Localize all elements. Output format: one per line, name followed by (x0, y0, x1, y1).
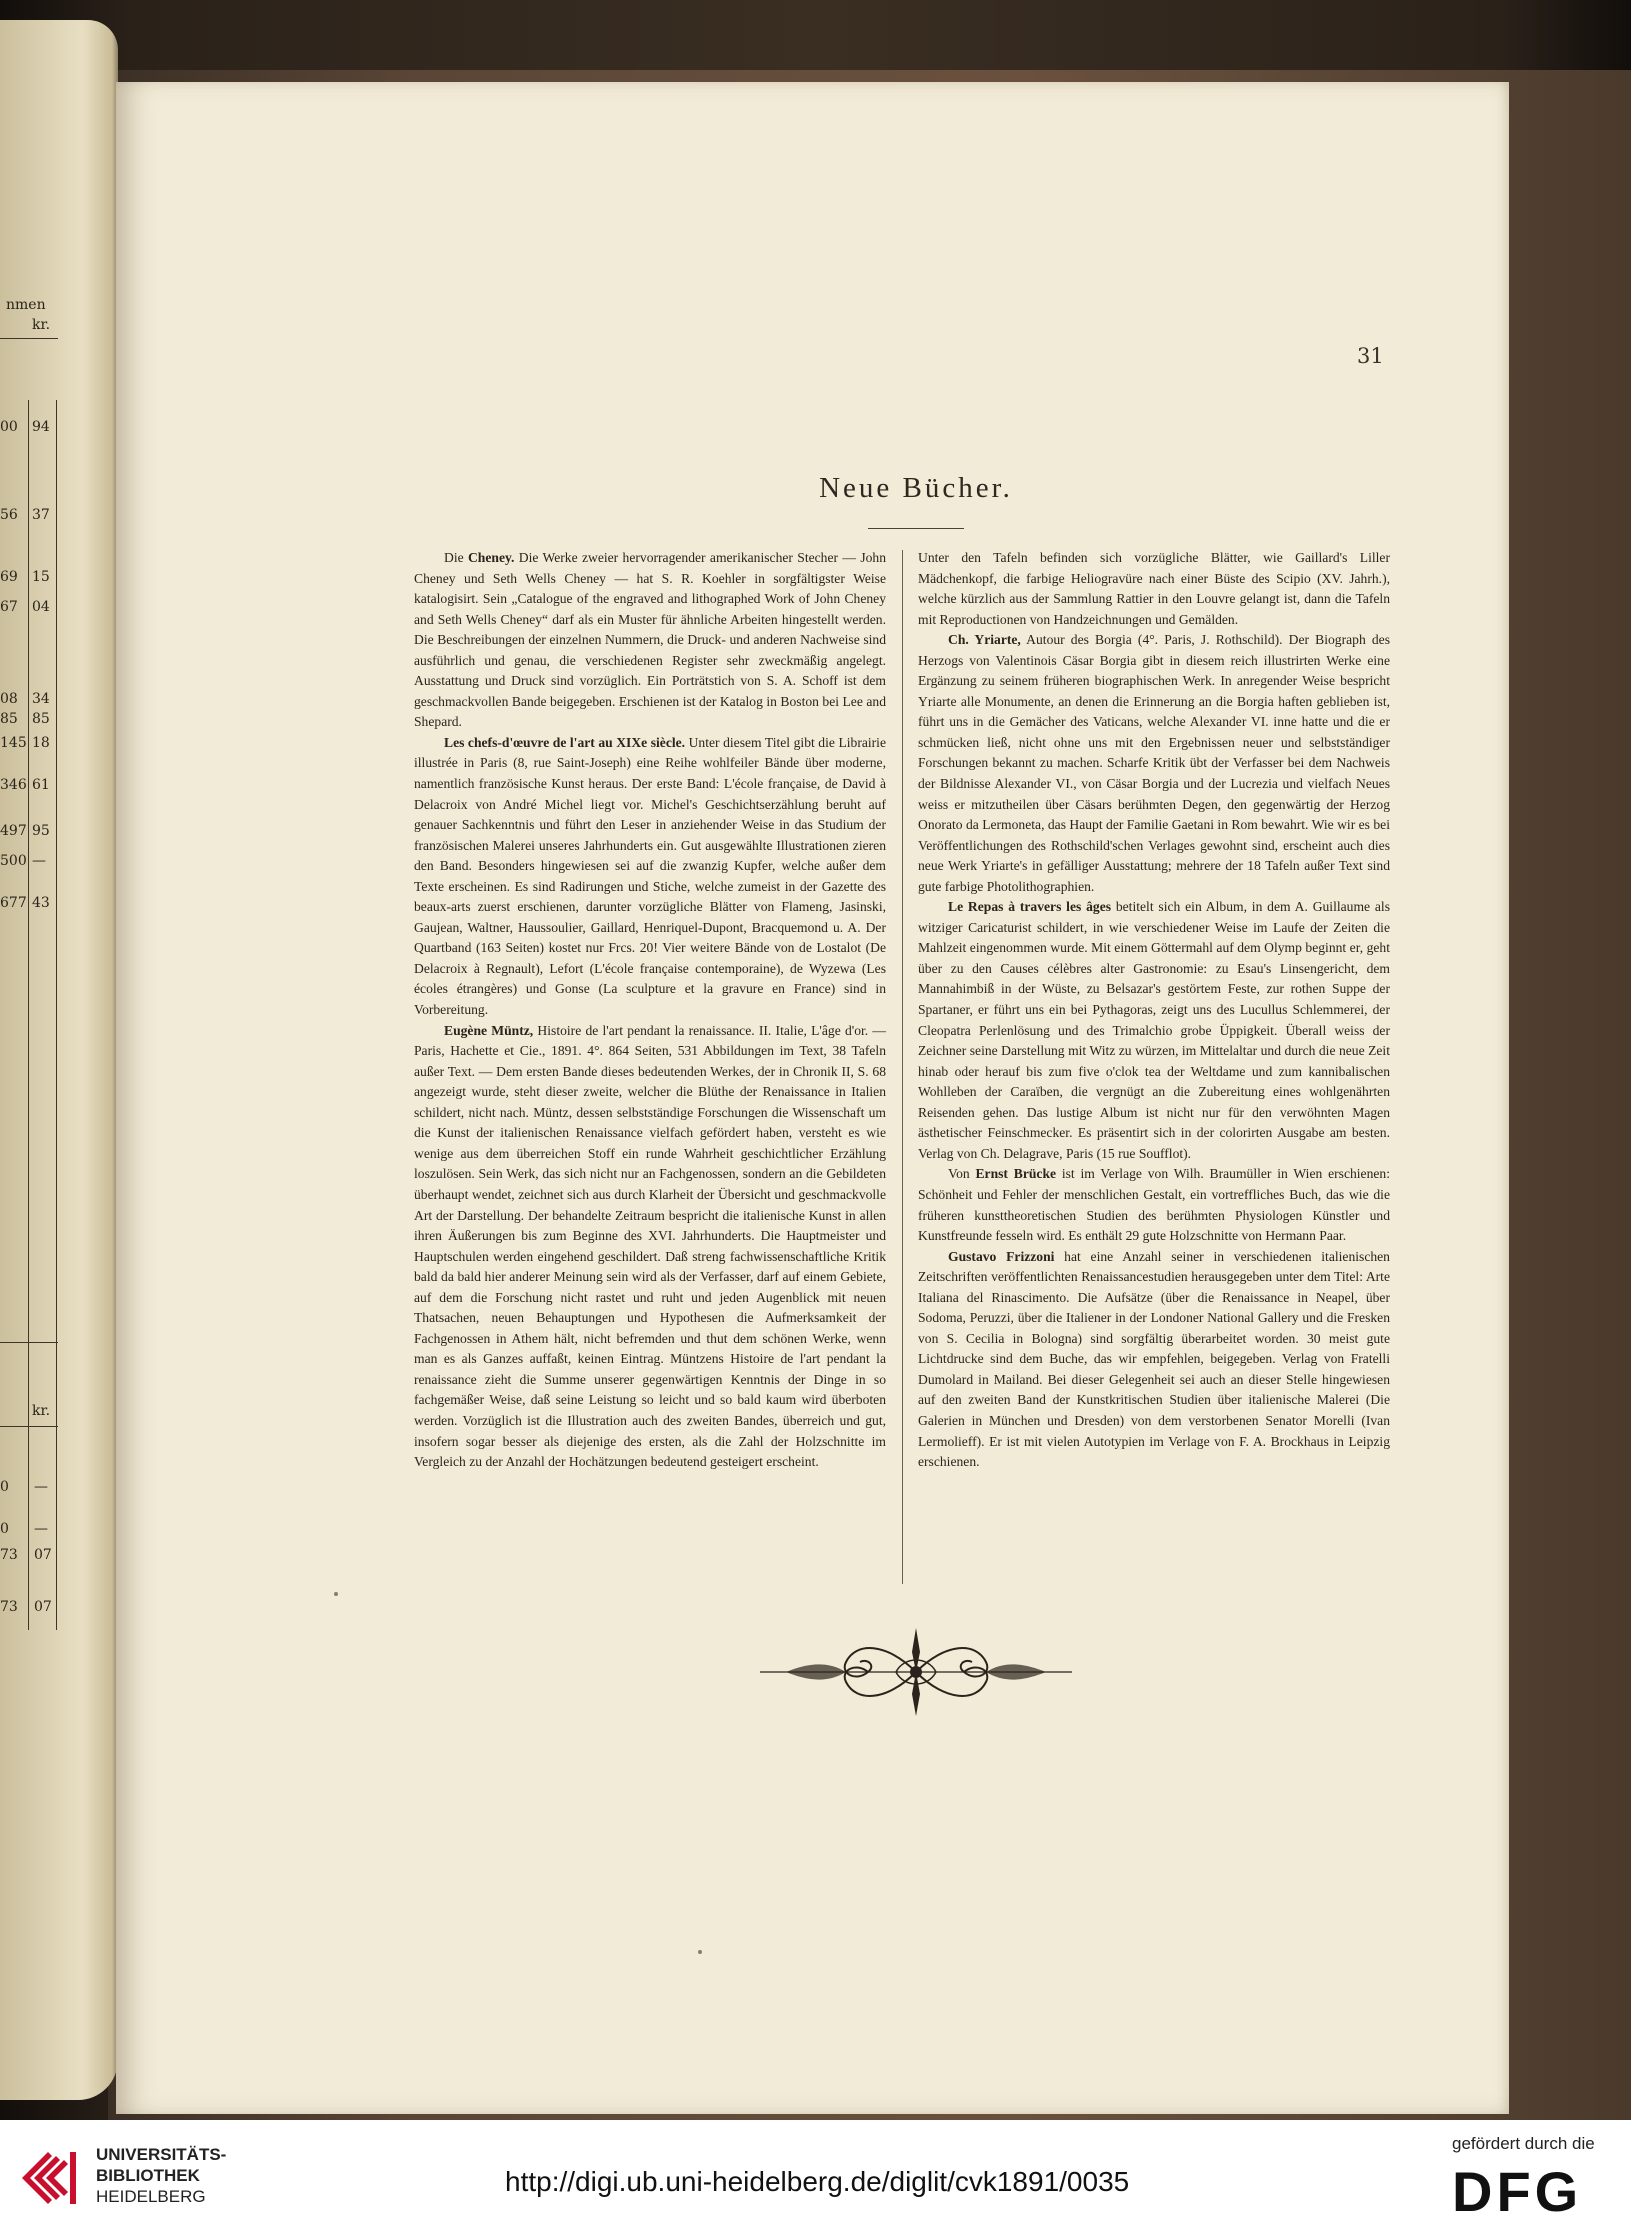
paragraph-text: Die Werke zweier hervorragender amerikanischer Stecher — John Cheney und Seth Wells Cheney — hat S. R. Koehler in sorgfältigster Weise katalogisirt. Sein „Catalogue of the engraved and lithographed Work of John Cheney and Seth Wells Cheney“ darf als ein Muster für ähnliche Arbeiten hingestellt werden. Die Beschreibungen der einzelnen Nummern, die Druck- und anderen Nachweise sind ausführlich und genau, die verschiedenen Register sehr zweckmäßig angelegt. Ausstattung und Druck sind vorzüglich. Ein Porträtstich von S. A. Schoff ist dem geschmackvollen Bande beigegeben. Erschienen ist der Katalog in Boston bei Lee and Shepard. (414, 550, 887, 730)
library-line-2: BIBLIOTHEK (96, 2166, 200, 2185)
page-number: 31 (1357, 344, 1384, 368)
paragraph-heading: Eugène Müntz, (444, 1022, 534, 1038)
paragraph-lead: Die (444, 550, 468, 565)
right-column (918, 548, 1390, 1473)
left-header-top: nmen (6, 297, 46, 313)
left-table-cell: 43 (32, 895, 50, 911)
article-paragraph (414, 548, 886, 733)
paragraph-text: Autour des Borgia (4°. Paris, J. Rothschild). Der Biograph des Herzogs von Valentinois Cäsar Borgia gibt in diesem reich illustrirten Werke eine Ergänzung zu seinem früheren biographischen Werk. In anregender Weise bespricht Yriarte alle Monumente, an denen die Erinnerung an die Borgia haften geblieben ist, führt uns in die Gemächer des Vaticans, welche Alexander VI. inne hatte und die er schmücken ließ, nicht ohne uns mit den Ergebnissen neuer und selbstständiger Forschungen bekannt zu machen. Scharfe Kritik übt der Verfasser bei dem Nachweis der Bildnisse Alexander VI., von Cäsar Borgia und der Lucrezia und vielfach Neues weiss er mitzutheilen über Cäsars berühmten Degen, den gegenwärtig der Herzog Onorato da Lermoneta, das Haupt der Familie Gaetani in Rom bewahrt. Wie wir es bei Veröffentlichungen des Rothschild'schen Verlages gewohnt sind, erscheint auch dies neue Werk Yriarte's in gefälliger Ausstattung; mehrere der 18 Tafeln außer Text sind gute farbige Photolithographien. (918, 632, 1390, 894)
book-page (116, 82, 1509, 2114)
left-table-cell: 95 (32, 823, 50, 839)
paragraph-heading: Le Repas à travers les âges (948, 899, 1112, 915)
footer-bar (0, 2120, 1631, 2236)
left-table-cell: 145 (0, 735, 27, 751)
library-line-1: UNIVERSITÄTS- (96, 2145, 227, 2164)
left-header-kr2: kr. (32, 1403, 51, 1419)
page-title: Neue Bücher. (819, 472, 1013, 504)
left-table-cell: 73 (0, 1547, 18, 1563)
left-table-cell: 18 (32, 735, 50, 751)
university-library-name[interactable] (96, 2144, 226, 2207)
paragraph-heading: Gustavo Frizzoni (948, 1248, 1055, 1264)
permalink-url[interactable]: http://digi.ub.uni-heidelberg.de/diglit/cvk1891/0035 (505, 2166, 1130, 2197)
paragraph-text: Histoire de l'art pendant la renaissance. II. Italie, L'âge d'or. — Paris, Hachette et Cie., 1891. 4°. 864 Seiten, 531 Abbildungen im Text, 38 Tafeln außer Text. — Dem ersten Bande dieses bedeutenden Werkes, der in Chronik II, S. 68 angezeigt wurde, steht dieser zweite, welcher die Blüthe der Renaissance in Italien schildert, nicht nach. Müntz, dessen selbstständige Forschungen die Wissenschaft um die Kunst der italienischen Renaissance vielfach gefördert haben, versteht es wie wenige aus dem überreichen Stoff ein runde Wahrheit geschichtlicher Erzählung loszulösen. Sein Werk, das sich nicht nur an Fachgenossen, sondern an die Gebildeten überhaupt wendet, zeichnet sich aus durch Klarheit der Übersicht und geschmackvolle Art der Darstellung. Der behandelte Zeitraum bespricht die italienische Kunst in allen ihren Äußerungen bis zum Beginne des XVI. Jahrhunderts. Die Hauptmeister und Hauptschulen werden eingehend geschildert. Daß streng fachwissenschaftliche Kritik bald da bald hier anderer Meinung sein wird als der Verfasser, darf auf einem Gebiete, auf dem die Forschung nicht rastet und ruht und jeden Augenblick mit neuen Thatsachen, neuen Behauptungen und Hypothesen die Aufmerksamkeit der Fachgenossen in Athem hält, nicht befremden und thut dem schönen Werke, wenn man es als Ganzes auffaßt, keinen Eintrag. Müntzens Histoire de l'art pendant la renaissance zieht die Summe unserer gegenwärtigen Kenntnis der Dinge in so fachgemäßer Weise, daß seine Leistung so leicht und so bald kaum wird überboten werden. Vorzüglich ist die Illustration auch des zweiten Bandes, überreich und gut, insofern sogar besser als diejenige des ersten, als die Zahl der Holzschnitte im Vergleich zu der Anzahl der Hochätzungen bedeutend gesteigert erscheint. (414, 1022, 887, 1470)
left-table-cell: 69 (0, 569, 18, 585)
left-table-cell: 56 (0, 507, 18, 523)
paragraph-text: Unter diesem Titel gibt die Librairie illustrée in Paris (8, rue Saint-Joseph) eine Reihe wohlfeiler Bände über moderne, namentlich französische Kunst heraus. Der erste Band: L'école française, de David à Delacroix von André Michel liegt vor. Michel's Geschichtserzählung beruht auf genauer Sachkenntnis und führt den Leser in anziehender Weise in das Studium der französischen Malerei unseres Jahrhunderts ein. Gut ausgewählte Illustrationen zieren den Band. Besonders hingewiesen sei auf die zwanzig Kupfer, welche außer dem Texte erscheinen. Es sind Radirungen und Stiche, welche zumeist in der Gazette des beaux-arts zuerst erschienen, darunter vorzügliche Blätter von Flameng, Jasinski, Gaujean, Waltner, Haussoulier, Gaillard, Henriquel-Dupont, Bracquemond u. A. Der Quartband (163 Seiten) kostet nur Frcs. 20! Vier weitere Bände von de Lostalot (De Delacroix à Regnault), Lefort (L'école française contemporaine), de Wyzewa (Les écoles étrangères) und Gonse (La sculpture et la gravure en France) sind in Vorbereitung. (414, 734, 886, 1018)
university-library-logo-icon[interactable] (18, 2138, 82, 2218)
left-table-cell: 61 (32, 777, 50, 793)
paragraph-lead: Von (948, 1166, 976, 1182)
left-table-cell: 04 (32, 599, 50, 615)
article-paragraph (918, 630, 1390, 897)
left-table-cell: — (34, 1521, 48, 1537)
column-divider (902, 550, 903, 1584)
left-table-cell: 37 (32, 507, 50, 523)
left-table-cell: 15 (32, 569, 50, 585)
paragraph-heading: Ernst Brücke (975, 1166, 1057, 1182)
left-table-cell: — (34, 1479, 48, 1495)
left-table-cell: 00 (0, 419, 18, 435)
paragraph-heading: Cheney. (467, 550, 515, 565)
left-table-cell: 346 (0, 777, 27, 793)
left-table-cell: 08 (0, 691, 18, 707)
left-header-kr: kr. (32, 317, 51, 333)
left-table-cell: 94 (32, 419, 50, 435)
left-table-cell: — (32, 853, 46, 869)
article-paragraph (414, 733, 886, 1021)
paragraph-heading: Les chefs-d'œuvre de l'art au XIXe siècle. (444, 734, 686, 750)
left-table-cell: 73 (0, 1599, 18, 1615)
article-paragraph (918, 1247, 1390, 1473)
left-table-cell: 34 (32, 691, 50, 707)
page-speck (698, 1950, 702, 1954)
left-table-cell: 0 (0, 1479, 9, 1495)
left-table-cell: 500 (0, 853, 27, 869)
left-page-fragment (0, 20, 118, 2100)
article-paragraph (918, 548, 1390, 630)
left-table-cell: 677 (0, 895, 27, 911)
library-line-3: HEIDELBERG (96, 2187, 206, 2206)
article-paragraph (414, 1021, 886, 1473)
left-table-cell: 85 (32, 711, 50, 727)
paragraph-text: Unter den Tafeln befinden sich vorzügliche Blätter, wie Gaillard's Liller Mädchenkopf, die farbige Heliogravüre nach einer Büste des Scipio (XV. Jahrh.), welche kürzlich aus der Sammlung Rattier in den Louvre gelangt ist, dann die Tafeln mit Reproductionen von Handzeichnungen und Gemälden. (918, 550, 1390, 627)
ornament-icon (756, 1622, 1076, 1722)
left-table-cell: 85 (0, 711, 18, 727)
article-paragraph (918, 897, 1390, 1164)
left-table-cell: 67 (0, 599, 18, 615)
page-speck (334, 1592, 338, 1596)
paragraph-text: hat eine Anzahl seiner in verschiedenen italienischen Zeitschriften veröffentlichten Renaissancestudien herausgegeben unter dem Titel: Arte Italiana del Rinascimento. Die Aufsätze (über die Renaissance in Neapel, über Sodoma, Peruzzi, über die Italiener in der Londoner National Gallery und die Fresken von S. Cecilia in Bologna) sind sorgfältig überarbeitet worden. 30 meist gute Lichtdrucke sind dem Buche, das wir empfehlen, beigegeben. Verlag von Fratelli Dumolard in Mailand. Bei dieser Gelegenheit sei auch an dieser Stelle hingewiesen auf den zweiten Band der Kunstkritischen Studien über italienische Malerei (Die Galerien in München und Dresden) von dem verstorbenen Senator Morelli (Ivan Lermolieff). Er ist mit vielen Autotypien im Verlage von F. A. Brockhaus in Leipzig erschienen. (918, 1248, 1390, 1470)
paragraph-text: ist im Verlage von Wilh. Braumüller in Wien erschienen: Schönheit und Fehler der menschlichen Gestalt, ein vortreffliches Buch, das wie die früheren kunsttheoretischen Studien des berühmten Physiologen Künstler und Kunstfreunde fesseln wird. Es enthält 29 gute Holzschnitte von Hermann Paar. (918, 1166, 1390, 1244)
dfg-logo-icon[interactable]: DFG (1452, 2160, 1583, 2223)
title-rule (868, 528, 964, 529)
funding-label: gefördert durch die (1452, 2134, 1595, 2153)
paragraph-heading: Ch. Yriarte, (948, 632, 1021, 648)
left-column (414, 548, 886, 1473)
left-table-cell: 497 (0, 823, 27, 839)
left-table-cell: 0 (0, 1521, 9, 1537)
article-paragraph (918, 1164, 1390, 1246)
left-table-cell: 07 (34, 1547, 52, 1563)
left-table-cell: 07 (34, 1599, 52, 1615)
paragraph-text: betitelt sich ein Album, in dem A. Guillaume als witziger Caricaturist schildert, in wie verschiedener Weise im Laufe der Zeiten die Mahlzeit eingenommen wurde. Mit einem Göttermahl auf dem Olymp beginnt er, geht über zu den Causes célèbres alter Gastronomie: zu Esau's Linsengericht, dem Mannahimbiß in der Wüste, zu Belsazar's gestörtem Feste, zur rothen Suppe der Spartaner, er führt uns ein bei Pythagoras, zeigt uns des Lucullus Schlemmerei, der Cleopatra Perlenlösung und des Trimalchio grobe Üppigkeit. Überall weiss der Zeichner seine Darstellung mit Witz zu würzen, im Mittelaltar und durch die neue Zeit hinab oder herauf bis zum five o'clok tea der Weltdame und zum kannibalischen Wohlleben der Caraïben, die vergnügt an die Zubereitung eines wohlgenährten Reisenden gehen. Das lustige Album ist nicht nur für den verwöhnten Magen ästhetischer Feinschmecker. Es präsentirt sich in der colorirten Ausgabe am besten. Verlag von Ch. Delagrave, Paris (15 rue Soufflot). (918, 899, 1390, 1161)
